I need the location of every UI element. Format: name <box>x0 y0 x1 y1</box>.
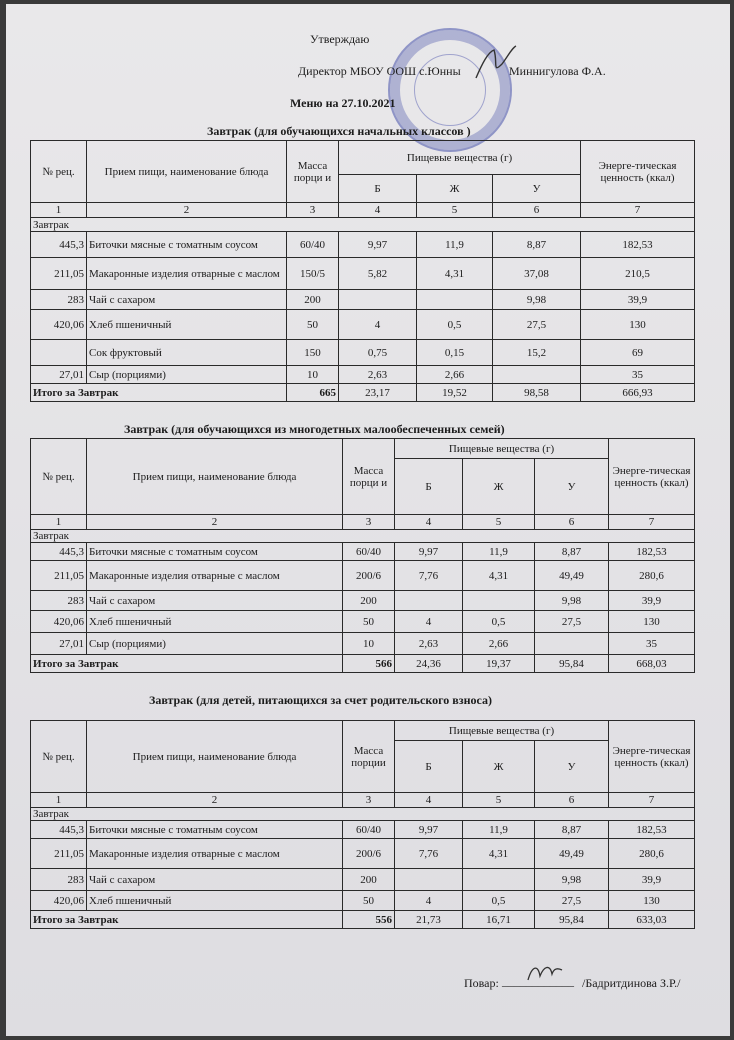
col-number: 2 <box>87 203 287 218</box>
fat: 4,31 <box>417 258 493 290</box>
recipe-num: 211,05 <box>31 561 87 591</box>
portion-mass: 50 <box>343 611 395 633</box>
protein: 4 <box>395 611 463 633</box>
energy: 280,6 <box>609 561 695 591</box>
section-label: Завтрак <box>31 218 695 232</box>
dish-name: Макаронные изделия отварные с маслом <box>87 561 343 591</box>
total-fat: 19,37 <box>463 655 535 673</box>
col-number: 4 <box>395 793 463 808</box>
col-header-energy: Энерге-тическая ценность (ккал) <box>609 721 695 793</box>
carbs <box>493 366 581 384</box>
dish-name: Биточки мясные с томатным соусом <box>87 232 287 258</box>
protein: 4 <box>395 891 463 911</box>
breakfast-table-primary <box>30 140 695 402</box>
carbs: 9,98 <box>535 869 609 891</box>
portion-mass: 60/40 <box>343 543 395 561</box>
col-header-nutrients: Пищевые вещества (г) <box>395 439 609 459</box>
col-header-dish: Прием пищи, наименование блюда <box>87 721 343 793</box>
table-row <box>31 891 695 911</box>
col-header-num: № рец. <box>31 141 87 203</box>
table-row <box>31 561 695 591</box>
breakfast-table-parent-paid <box>30 720 695 929</box>
col-number: 3 <box>287 203 339 218</box>
table2-caption: Завтрак (для обучающихся из многодетных малообеспеченных семей) <box>124 422 505 436</box>
fat: 2,66 <box>417 366 493 384</box>
recipe-num: 445,3 <box>31 232 87 258</box>
protein: 9,97 <box>339 232 417 258</box>
total-protein: 23,17 <box>339 384 417 402</box>
cook-signature <box>524 960 564 986</box>
col-number: 7 <box>609 515 695 530</box>
fat: 0,5 <box>463 611 535 633</box>
portion-mass: 60/40 <box>287 232 339 258</box>
total-energy: 668,03 <box>609 655 695 673</box>
recipe-num: 283 <box>31 869 87 891</box>
table-row <box>31 366 695 384</box>
portion-mass: 200/6 <box>343 561 395 591</box>
fat: 2,66 <box>463 633 535 655</box>
protein: 7,76 <box>395 561 463 591</box>
cook-name: /Бадритдинова З.Р./ <box>582 976 681 990</box>
fat <box>463 591 535 611</box>
fat: 11,9 <box>463 821 535 839</box>
recipe-num: 420,06 <box>31 611 87 633</box>
table1-caption: Завтрак (для обучающихся начальных классов ) <box>207 124 471 138</box>
col-number: 4 <box>395 515 463 530</box>
carbs: 27,5 <box>535 891 609 911</box>
col-number: 5 <box>463 515 535 530</box>
dish-name: Макаронные изделия отварные с маслом <box>87 839 343 869</box>
dish-name: Чай с сахаром <box>87 869 343 891</box>
carbs: 15,2 <box>493 340 581 366</box>
col-number: 2 <box>87 515 343 530</box>
total-energy: 666,93 <box>581 384 695 402</box>
recipe-num: 445,3 <box>31 821 87 839</box>
total-label: Итого за Завтрак <box>31 911 343 929</box>
col-number: 6 <box>535 793 609 808</box>
portion-mass: 150 <box>287 340 339 366</box>
energy: 130 <box>609 891 695 911</box>
col-header-num: № рец. <box>31 439 87 515</box>
energy: 182,53 <box>609 821 695 839</box>
recipe-num: 420,06 <box>31 310 87 340</box>
energy: 280,6 <box>609 839 695 869</box>
cook-label: Повар: <box>464 976 499 990</box>
protein: 7,76 <box>395 839 463 869</box>
section-label: Завтрак <box>31 808 695 821</box>
table-row <box>31 611 695 633</box>
energy: 35 <box>609 633 695 655</box>
portion-mass: 200 <box>287 290 339 310</box>
fat: 11,9 <box>417 232 493 258</box>
col-number: 1 <box>31 515 87 530</box>
portion-mass: 200 <box>343 591 395 611</box>
col-header-mass: Масса порци и <box>343 439 395 515</box>
carbs: 49,49 <box>535 839 609 869</box>
carbs: 8,87 <box>535 543 609 561</box>
col-header-mass: Масса порци и <box>287 141 339 203</box>
dish-name: Хлеб пшеничный <box>87 310 287 340</box>
recipe-num: 420,06 <box>31 891 87 911</box>
fat: 0,5 <box>463 891 535 911</box>
fat <box>417 290 493 310</box>
portion-mass: 150/5 <box>287 258 339 290</box>
protein: 2,63 <box>339 366 417 384</box>
col-number: 1 <box>31 203 87 218</box>
col-number: 2 <box>87 793 343 808</box>
total-label: Итого за Завтрак <box>31 384 287 402</box>
portion-mass: 200/6 <box>343 839 395 869</box>
total-row <box>31 384 695 402</box>
protein <box>395 591 463 611</box>
section-label: Завтрак <box>31 530 695 543</box>
col-number: 1 <box>31 793 87 808</box>
col-header-b: Б <box>395 741 463 793</box>
portion-mass: 200 <box>343 869 395 891</box>
table-row <box>31 232 695 258</box>
dish-name: Биточки мясные с томатным соусом <box>87 543 343 561</box>
energy: 182,53 <box>581 232 695 258</box>
col-header-nutrients: Пищевые вещества (г) <box>339 141 581 175</box>
carbs: 9,98 <box>535 591 609 611</box>
energy: 39,9 <box>609 591 695 611</box>
portion-mass: 10 <box>343 633 395 655</box>
total-mass: 665 <box>287 384 339 402</box>
total-carbs: 95,84 <box>535 911 609 929</box>
col-header-u: У <box>493 175 581 203</box>
col-number: 4 <box>339 203 417 218</box>
carbs: 27,5 <box>535 611 609 633</box>
carbs <box>535 633 609 655</box>
col-header-mass: Масса порции <box>343 721 395 793</box>
approve-label: Утверждаю <box>310 32 370 46</box>
total-label: Итого за Завтрак <box>31 655 343 673</box>
col-number: 5 <box>417 203 493 218</box>
fat: 0,15 <box>417 340 493 366</box>
breakfast-table-large-families <box>30 438 695 673</box>
col-header-b: Б <box>395 459 463 515</box>
col-header-nutrients: Пищевые вещества (г) <box>395 721 609 741</box>
table-row <box>31 340 695 366</box>
protein: 5,82 <box>339 258 417 290</box>
protein: 9,97 <box>395 821 463 839</box>
table-row <box>31 633 695 655</box>
energy: 39,9 <box>609 869 695 891</box>
dish-name: Чай с сахаром <box>87 591 343 611</box>
fat: 0,5 <box>417 310 493 340</box>
col-number: 5 <box>463 793 535 808</box>
col-number: 7 <box>609 793 695 808</box>
dish-name: Макаронные изделия отварные с маслом <box>87 258 287 290</box>
total-mass: 556 <box>343 911 395 929</box>
table-row <box>31 869 695 891</box>
table-row <box>31 821 695 839</box>
director-name: Миннигулова Ф.А. <box>509 64 606 78</box>
recipe-num: 283 <box>31 591 87 611</box>
col-header-dish: Прием пищи, наименование блюда <box>87 141 287 203</box>
protein: 2,63 <box>395 633 463 655</box>
total-fat: 16,71 <box>463 911 535 929</box>
col-header-zh: Ж <box>463 459 535 515</box>
total-carbs: 95,84 <box>535 655 609 673</box>
signature-blank: ____________ <box>502 974 574 988</box>
dish-name: Сыр (порциями) <box>87 633 343 655</box>
energy: 182,53 <box>609 543 695 561</box>
table-row <box>31 258 695 290</box>
protein: 9,97 <box>395 543 463 561</box>
table-row <box>31 290 695 310</box>
carbs: 8,87 <box>535 821 609 839</box>
col-number: 3 <box>343 515 395 530</box>
col-header-b: Б <box>339 175 417 203</box>
carbs: 49,49 <box>535 561 609 591</box>
col-number: 6 <box>535 515 609 530</box>
dish-name: Хлеб пшеничный <box>87 891 343 911</box>
dish-name: Хлеб пшеничный <box>87 611 343 633</box>
col-number: 6 <box>493 203 581 218</box>
menu-sheet <box>6 4 730 1036</box>
table-row <box>31 310 695 340</box>
recipe-num: 211,05 <box>31 839 87 869</box>
table-row <box>31 543 695 561</box>
col-header-u: У <box>535 459 609 515</box>
recipe-num: 283 <box>31 290 87 310</box>
recipe-num: 27,01 <box>31 366 87 384</box>
col-header-zh: Ж <box>417 175 493 203</box>
dish-name: Чай с сахаром <box>87 290 287 310</box>
carbs: 37,08 <box>493 258 581 290</box>
fat: 11,9 <box>463 543 535 561</box>
protein: 0,75 <box>339 340 417 366</box>
total-fat: 19,52 <box>417 384 493 402</box>
dish-name: Сыр (порциями) <box>87 366 287 384</box>
col-header-zh: Ж <box>463 741 535 793</box>
total-energy: 633,03 <box>609 911 695 929</box>
table-row <box>31 839 695 869</box>
col-number: 7 <box>581 203 695 218</box>
col-header-energy: Энерге-тическая ценность (ккал) <box>581 141 695 203</box>
energy: 130 <box>581 310 695 340</box>
energy: 130 <box>609 611 695 633</box>
fat: 4,31 <box>463 561 535 591</box>
portion-mass: 50 <box>287 310 339 340</box>
total-protein: 21,73 <box>395 911 463 929</box>
total-row <box>31 911 695 929</box>
col-number: 3 <box>343 793 395 808</box>
energy: 39,9 <box>581 290 695 310</box>
table3-caption: Завтрак (для детей, питающихся за счет родительского взноса) <box>149 693 492 707</box>
recipe-num: 445,3 <box>31 543 87 561</box>
recipe-num <box>31 340 87 366</box>
portion-mass: 10 <box>287 366 339 384</box>
table-row <box>31 591 695 611</box>
director-label: Директор МБОУ ООШ с.Юнны <box>298 64 461 78</box>
energy: 69 <box>581 340 695 366</box>
menu-date: Меню на 27.10.2021 <box>290 96 396 110</box>
col-header-dish: Прием пищи, наименование блюда <box>87 439 343 515</box>
carbs: 8,87 <box>493 232 581 258</box>
dish-name: Биточки мясные с томатным соусом <box>87 821 343 839</box>
recipe-num: 27,01 <box>31 633 87 655</box>
recipe-num: 211,05 <box>31 258 87 290</box>
protein <box>395 869 463 891</box>
carbs: 27,5 <box>493 310 581 340</box>
portion-mass: 50 <box>343 891 395 911</box>
col-header-u: У <box>535 741 609 793</box>
total-carbs: 98,58 <box>493 384 581 402</box>
energy: 210,5 <box>581 258 695 290</box>
energy: 35 <box>581 366 695 384</box>
carbs: 9,98 <box>493 290 581 310</box>
col-header-num: № рец. <box>31 721 87 793</box>
portion-mass: 60/40 <box>343 821 395 839</box>
protein <box>339 290 417 310</box>
dish-name: Сок фруктовый <box>87 340 287 366</box>
col-header-energy: Энерге-тическая ценность (ккал) <box>609 439 695 515</box>
fat: 4,31 <box>463 839 535 869</box>
protein: 4 <box>339 310 417 340</box>
total-protein: 24,36 <box>395 655 463 673</box>
total-row <box>31 655 695 673</box>
total-mass: 566 <box>343 655 395 673</box>
fat <box>463 869 535 891</box>
